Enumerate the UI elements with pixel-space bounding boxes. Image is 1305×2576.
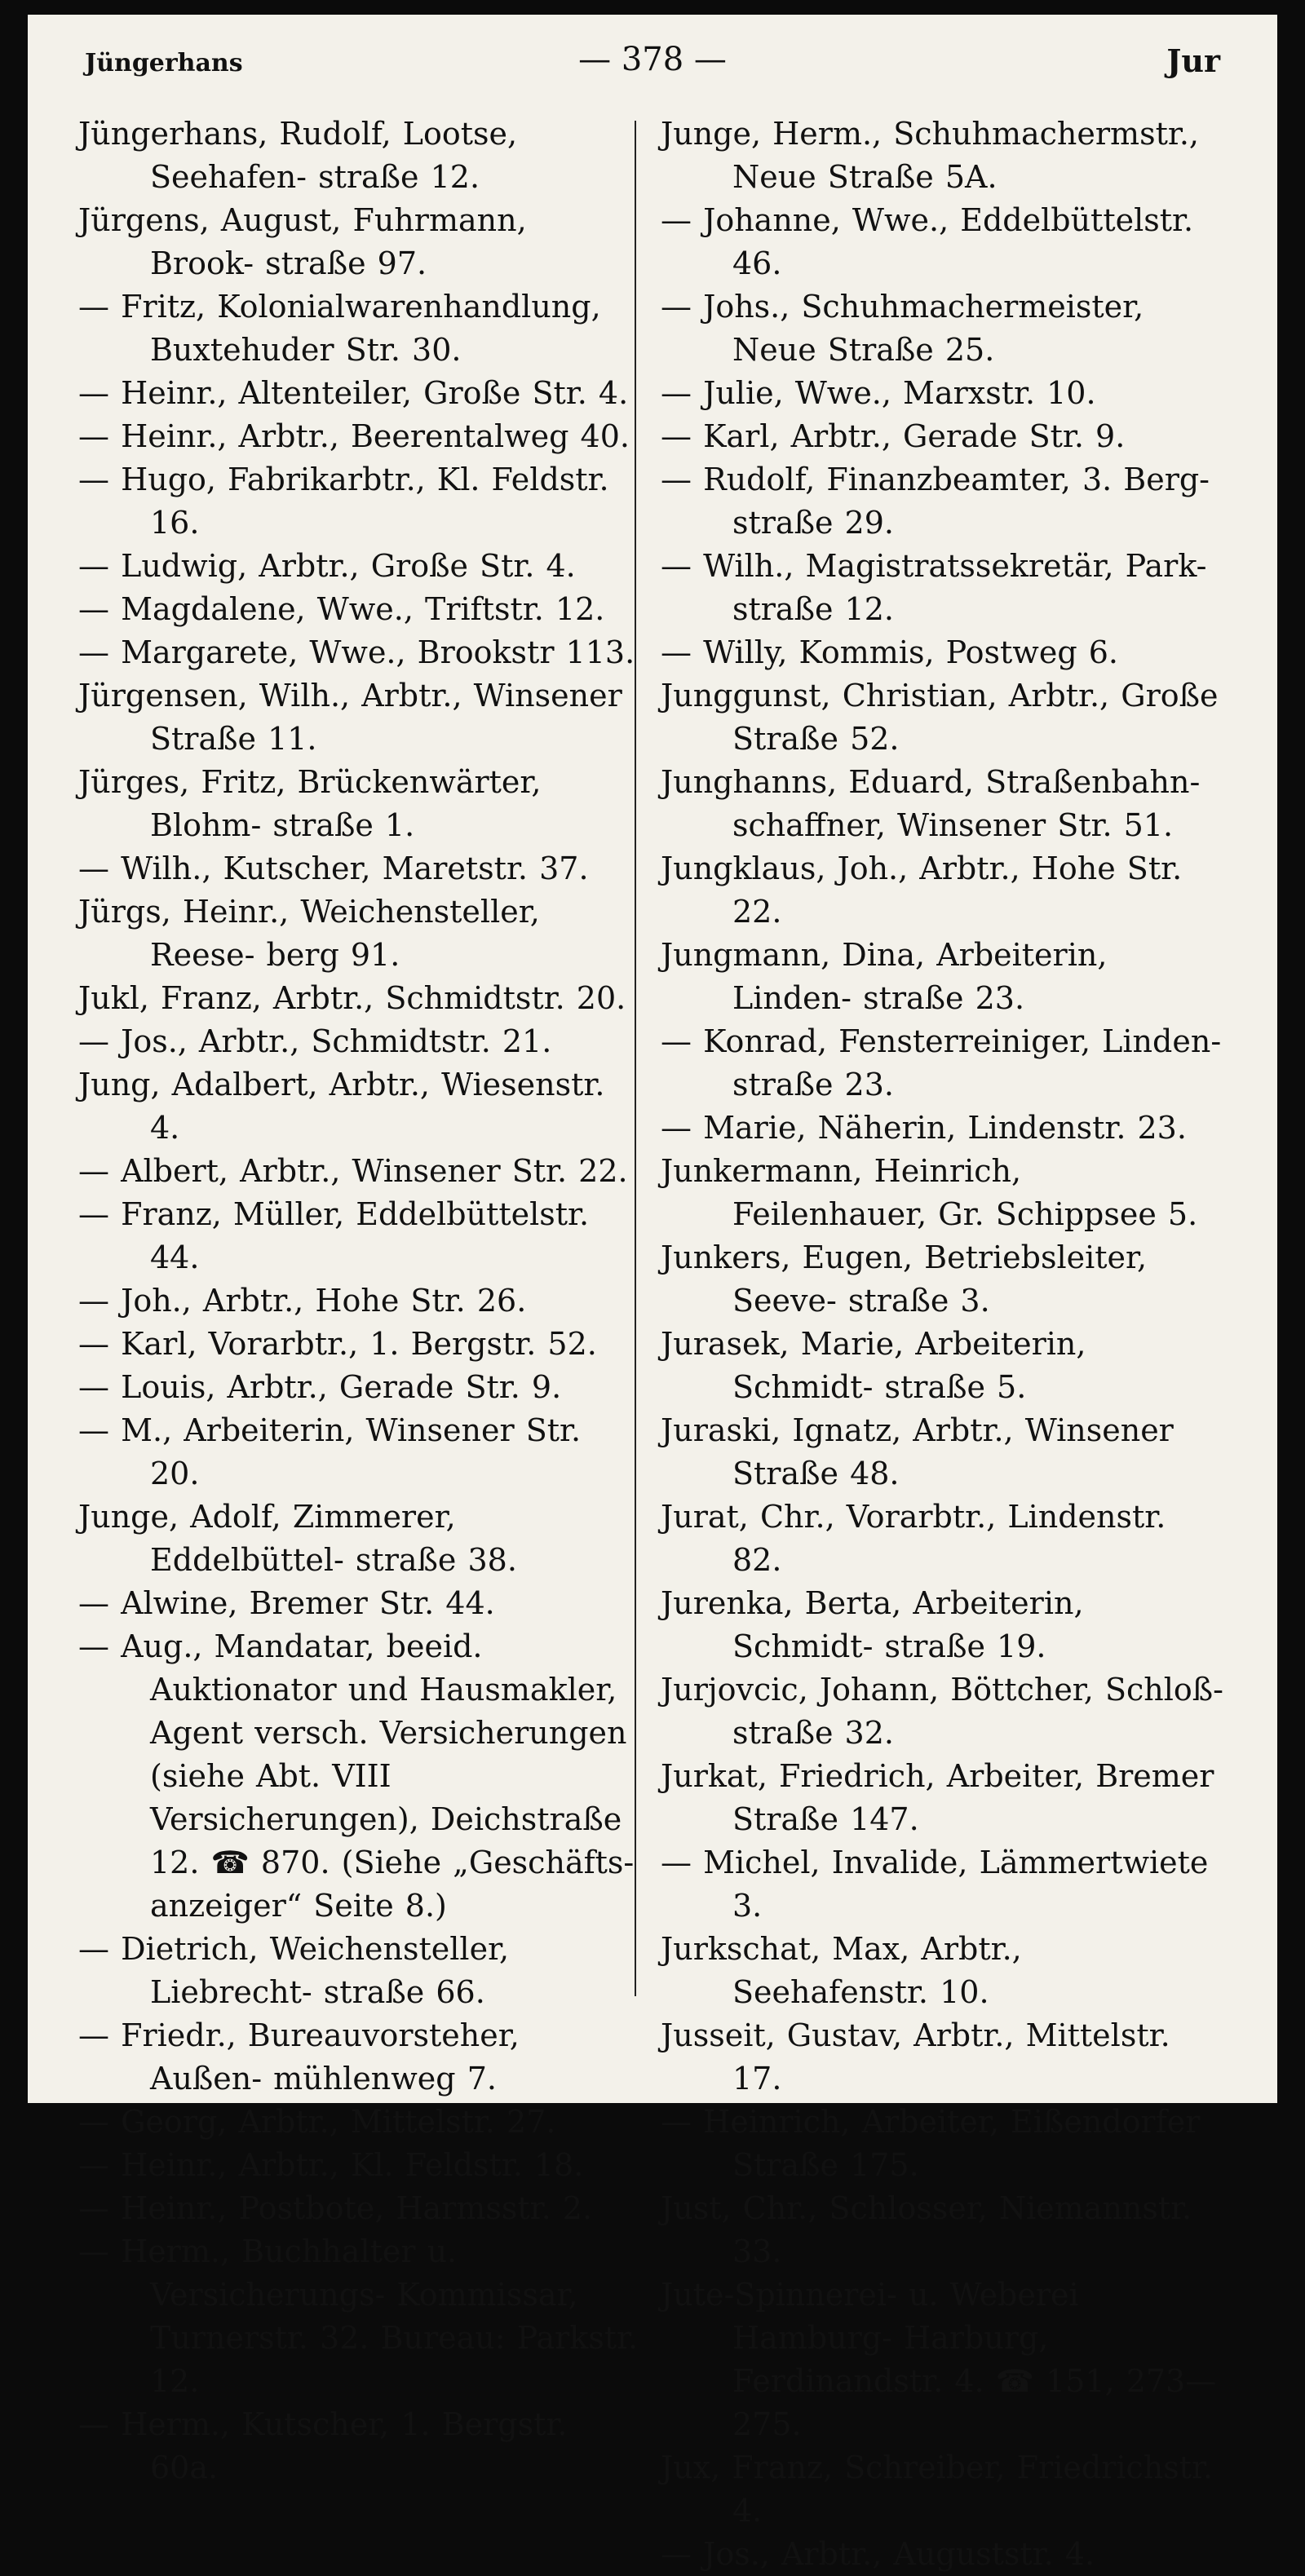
directory-entry: Jürgs, Heinr., Weichensteller, Reese- berg 91.	[78, 894, 540, 973]
directory-entry: Jurasek, Marie, Arbeiterin, Schmidt- straße 5.	[661, 1326, 1086, 1405]
directory-entry: — Herm., Kutscher, 1. Bergstr. 60a.	[78, 2406, 568, 2485]
directory-entry: Juraski, Ignatz, Arbtr., Winsener Straße 48.	[661, 1412, 1174, 1491]
directory-entry: — Louis, Arbtr., Gerade Str. 9.	[78, 1369, 562, 1405]
directory-entry: Junkermann, Heinrich, Feilenhauer, Gr. Schippsee 5.	[661, 1153, 1198, 1232]
directory-entry: — Julie, Wwe., Marxstr. 10.	[661, 375, 1096, 411]
directory-entry: — Jos., Arbtr., Auguststr. 4.	[661, 2536, 1095, 2572]
directory-entry: — M., Arbeiterin, Winsener Str. 20.	[78, 1412, 582, 1491]
directory-entry: Jukl, Franz, Arbtr., Schmidtstr. 20.	[78, 980, 626, 1016]
directory-entry: — Wilh., Kutscher, Maretstr. 37.	[78, 851, 589, 886]
page-header	[85, 38, 1220, 86]
directory-entry: — Heinr., Postbote, Harmsstr. 2.	[78, 2190, 593, 2226]
directory-entry: Just, Chr., Schlosser, Niemannstr. 33.	[661, 2190, 1192, 2269]
directory-entry: — Marie, Näherin, Lindenstr. 23.	[661, 1110, 1187, 1146]
directory-entry: Jungmann, Dina, Arbeiterin, Linden- straße 23.	[661, 937, 1108, 1016]
running-head-left: Jüngerhans	[85, 49, 243, 77]
directory-entry: Jungklaus, Joh., Arbtr., Hohe Str. 22.	[661, 851, 1183, 930]
directory-entry: — Heinr., Arbtr., Kl. Feldstr. 18.	[78, 2147, 584, 2183]
directory-entry: — Albert, Arbtr., Winsener Str. 22.	[78, 1153, 628, 1189]
directory-entry: — Friedr., Bureauvorsteher, Außen- mühlenweg 7.	[78, 2017, 520, 2097]
directory-entry: — Dietrich, Weichensteller, Liebrecht- straße 66.	[78, 1931, 510, 2010]
directory-entry: — Margarete, Wwe., Brookstr 113.	[78, 634, 635, 670]
directory-entry: — Heinrich, Arbeiter, Eißendorfer Straße 175.	[661, 2104, 1201, 2183]
directory-entry: Jusseit, Gustav, Arbtr., Mittelstr. 17.	[661, 2017, 1170, 2097]
directory-entry: — Johs., Schuhmachermeister, Neue Straße 25.	[661, 289, 1144, 368]
directory-entry: — Karl, Arbtr., Gerade Str. 9.	[661, 418, 1126, 454]
directory-entry: Junggunst, Christian, Arbtr., Große Straße 52.	[661, 678, 1219, 757]
directory-entry: Jürgensen, Wilh., Arbtr., Winsener Straße 11.	[78, 678, 622, 757]
directory-entry: — Willy, Kommis, Postweg 6.	[661, 634, 1118, 670]
directory-entry: Junge, Adolf, Zimmerer, Eddelbüttel- straße 38.	[78, 1499, 517, 1578]
directory-entry: — Heinr., Altenteiler, Große Str. 4.	[78, 375, 629, 411]
directory-entry: Jürges, Fritz, Brückenwärter, Blohm- straße 1.	[78, 764, 542, 843]
directory-entry: — Hugo, Fabrikarbtr., Kl. Feldstr. 16.	[78, 462, 609, 541]
left-column	[78, 113, 641, 2490]
directory-entry: — Franz, Müller, Eddelbüttelstr. 44.	[78, 1196, 590, 1275]
directory-entry: Jurkat, Friedrich, Arbeiter, Bremer Straße 147.	[661, 1758, 1214, 1837]
directory-entry: — Ludwig, Arbtr., Große Str. 4.	[78, 548, 576, 584]
directory-entry: Jux, Franz, Schreiber, Friedrichstr. 4.	[661, 2450, 1214, 2529]
directory-entry: Jute-Spinnerei- u. Weberei Hamburg- Harburg, Ferdinandstr. 4. ☎ 151, 273—275.	[661, 2277, 1217, 2442]
directory-entry: — Karl, Vorarbtr., 1. Bergstr. 52.	[78, 1326, 597, 1362]
directory-entry: — Jos., Arbtr., Schmidtstr. 21.	[78, 1023, 552, 1059]
directory-entry: — Wilh., Magistratssekretär, Park- straße 12.	[661, 548, 1207, 627]
directory-entry: — Herm., Buchhalter u. Versicherungs- Kommissar, Turnerstr. 32. Bureau: Parkstr. 12.	[78, 2234, 639, 2399]
directory-entry: — Georg, Arbtr., Mittelstr. 27.	[78, 2104, 556, 2140]
directory-entry: — Michel, Invalide, Lämmertwiete 3.	[661, 1845, 1209, 1924]
directory-entry: Jurjovcic, Johann, Böttcher, Schloß- straße 32.	[661, 1672, 1223, 1751]
directory-entry: Junkers, Eugen, Betriebsleiter, Seeve- straße 3.	[661, 1239, 1148, 1319]
directory-entry: Jung, Adalbert, Arbtr., Wiesenstr. 4.	[78, 1067, 605, 1146]
directory-entry: — Konrad, Fensterreiniger, Linden- straße 23.	[661, 1023, 1222, 1102]
directory-entry: Junghanns, Eduard, Straßenbahn- schaffner, Winsener Str. 51.	[661, 764, 1201, 843]
directory-entry: Jurenka, Berta, Arbeiterin, Schmidt- straße 19.	[661, 1585, 1084, 1664]
directory-entry: — Rudolf, Finanzbeamter, 3. Berg- straße 29.	[661, 462, 1210, 541]
directory-entry: — Joh., Arbtr., Hohe Str. 26.	[78, 1283, 527, 1319]
directory-page	[28, 15, 1277, 2572]
directory-entry: — Johanne, Wwe., Eddelbüttelstr. 46.	[661, 202, 1194, 281]
column-divider	[635, 121, 636, 1996]
directory-entry: Junge, Herm., Schuhmachermstr., Neue Straße 5A.	[661, 116, 1200, 195]
directory-entry: Jüngerhans, Rudolf, Lootse, Seehafen- straße 12.	[78, 116, 518, 195]
page-number: — 378 —	[578, 41, 727, 78]
right-column	[661, 113, 1223, 2576]
directory-entry: Jurkschat, Max, Arbtr., Seehafenstr. 10.	[661, 1931, 1022, 2010]
directory-entry: Jürgens, August, Fuhrmann, Brook- straße 97.	[78, 202, 527, 281]
directory-entry: — Alwine, Bremer Str. 44.	[78, 1585, 495, 1621]
running-head-right: Jur	[1166, 42, 1220, 79]
directory-entry: Jurat, Chr., Vorarbtr., Lindenstr. 82.	[661, 1499, 1166, 1578]
directory-entry: — Magdalene, Wwe., Triftstr. 12.	[78, 591, 605, 627]
directory-entry: — Fritz, Kolonialwarenhandlung, Buxtehuder Str. 30.	[78, 289, 601, 368]
directory-entry: — Heinr., Arbtr., Beerentalweg 40.	[78, 418, 630, 454]
directory-entry: — Aug., Mandatar, beeid. Auktionator und Hausmakler, Agent versch. Versicherungen (siehe Abt. VIII Versicherungen), Deichstraße 12. ☎ 870. (Siehe „Geschäfts- anzeiger“ Seite 8.)	[78, 1628, 635, 1924]
